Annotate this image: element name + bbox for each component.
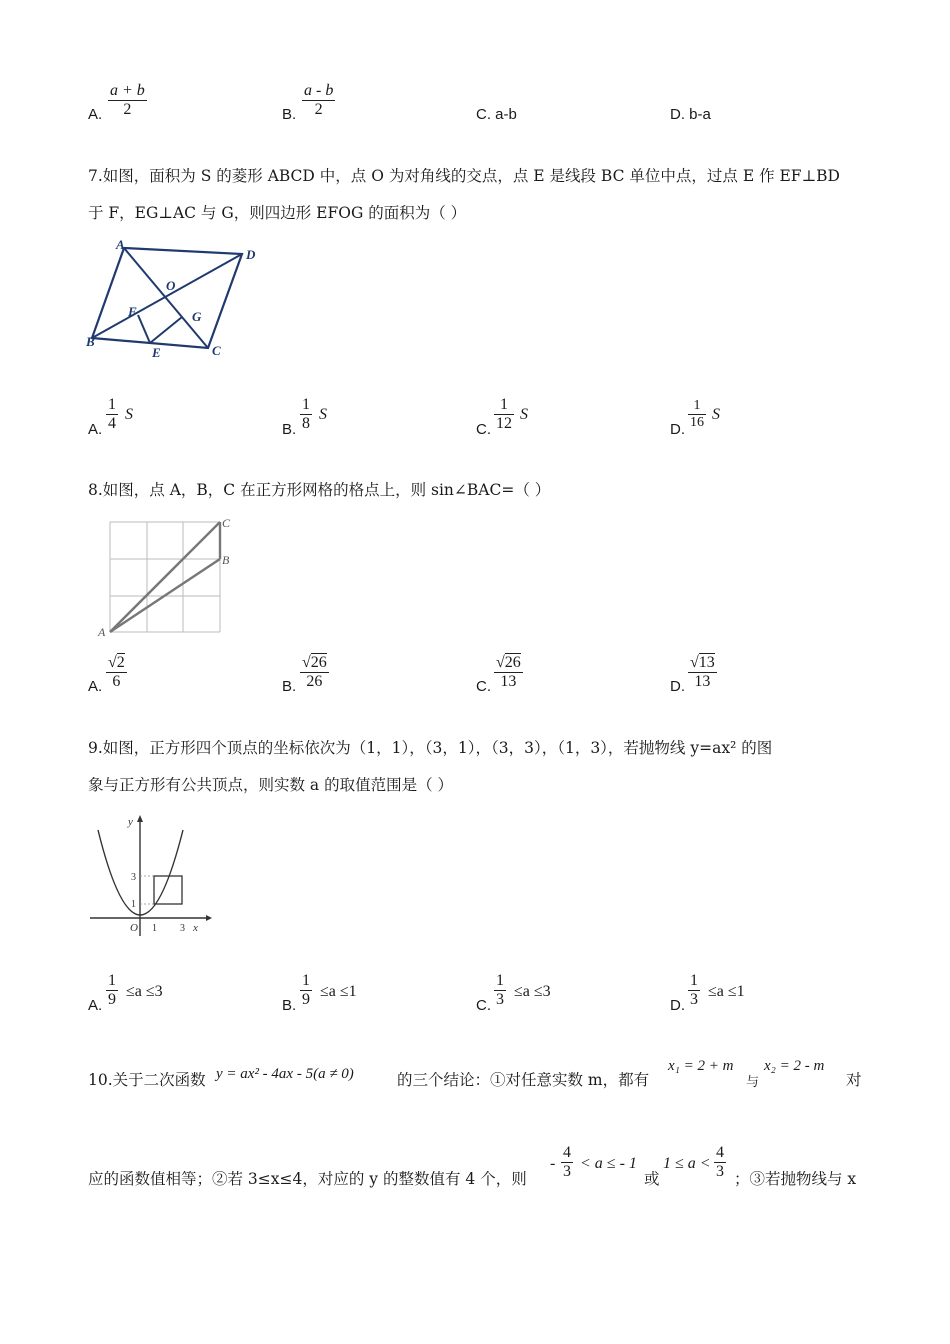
- label-C: C: [212, 343, 221, 358]
- label-1: 1: [131, 899, 136, 910]
- label-G: G: [192, 309, 202, 324]
- q10-ineq1-tail: < a ≤ - 1: [580, 1155, 637, 1172]
- option-d-fraction: $\frac{1}{16}$: [690, 398, 704, 430]
- q7-rhombus-figure: [86, 240, 266, 362]
- option-d-fraction: $\frac{√13}{13}$: [690, 654, 715, 690]
- option-b-tail: ≤a ≤1: [320, 983, 357, 1000]
- q7-text-line2: 于 F，EG⊥AC 与 G，则四边形 EFOG 的面积为（ ）: [88, 204, 467, 222]
- q10-huo: 或: [644, 1170, 660, 1188]
- label-O: O: [130, 922, 138, 934]
- option-c-fraction: $\frac{1}{12}$: [496, 396, 512, 432]
- q10-mid-text: 的三个结论：①对任意实数 m，都有: [397, 1071, 650, 1089]
- option-a-tail: ≤a ≤3: [126, 983, 163, 1000]
- option-d: D. b-a: [670, 106, 711, 123]
- option-a-fraction: $\frac{1}{9}$: [108, 972, 116, 1008]
- q10-line2-text: 应的函数值相等；②若 3≤x≤4，对应的 y 的整数值有 4 个，则: [88, 1170, 527, 1188]
- q9-text-line2: 象与正方形有公共顶点，则实数 a 的取值范围是（ ）: [88, 776, 454, 794]
- option-b-tail: S: [319, 406, 327, 423]
- option-d-label: D.: [670, 997, 685, 1014]
- label-y: y: [128, 816, 133, 828]
- label-C: C: [222, 516, 231, 530]
- option-d-tail: S: [712, 406, 720, 423]
- option-a-label: A.: [88, 997, 103, 1014]
- q8-text-line1: 8.如图，点 A，B，C 在正方形网格的格点上，则 sin∠BAC=（ ）: [88, 481, 551, 499]
- option-d-fraction: $\frac{1}{3}$: [690, 972, 698, 1008]
- label-3: 3: [131, 872, 136, 883]
- q10-yu: 与: [746, 1075, 760, 1090]
- option-b-label: B.: [282, 678, 297, 695]
- q10-function: y = ax² - 4ax - 5(a ≠ 0): [216, 1066, 354, 1082]
- option-c-tail: ≤a ≤3: [514, 983, 551, 1000]
- option-a-tail: S: [125, 406, 133, 423]
- option-b-label: B.: [282, 997, 297, 1014]
- option-a-fraction: $\frac{a + b}{2}$: [110, 82, 145, 118]
- q9-parabola-figure: [88, 810, 218, 940]
- q10-prefix: 10.关于二次函数: [88, 1071, 206, 1089]
- q10-fraction-2: $\frac{4}{3}$: [716, 1144, 724, 1180]
- option-c: C. a-b: [476, 106, 517, 123]
- q10-x2: x₂ = 2 - m: [764, 1058, 825, 1074]
- q10-fraction-1: $\frac{4}{3}$: [563, 1144, 571, 1180]
- option-d-label: D.: [670, 678, 685, 695]
- option-d-label: D.: [670, 421, 685, 438]
- q10-x1: x₁ = 2 + m: [668, 1058, 734, 1074]
- label-A: A: [98, 625, 106, 639]
- option-d-tail: ≤a ≤1: [708, 983, 745, 1000]
- label-O: O: [166, 278, 176, 293]
- option-b-fraction: $\frac{1}{9}$: [302, 972, 310, 1008]
- label-x1: 1: [152, 923, 157, 934]
- option-b-fraction: $\frac{a - b}{2}$: [304, 82, 334, 118]
- q10-ineq2-head: 1 ≤ a <: [663, 1155, 711, 1172]
- label-x: x: [193, 922, 198, 934]
- label-D: D: [246, 247, 256, 262]
- option-a-label: A.: [88, 678, 103, 695]
- label-B: B: [86, 334, 95, 349]
- option-b-fraction: $\frac{1}{8}$: [302, 396, 310, 432]
- option-b-label: B.: [282, 421, 297, 438]
- q9-text-line1: 9.如图，正方形四个顶点的坐标依次为（1，1），（3，1），（3，3），（1，3），若抛物线 y=ax² 的图: [88, 739, 773, 757]
- option-c-tail: S: [520, 406, 528, 423]
- label-A: A: [116, 240, 125, 252]
- q10-dui: 对: [846, 1071, 862, 1089]
- option-c-fraction: $\frac{1}{3}$: [496, 972, 504, 1008]
- label-E: E: [152, 345, 161, 360]
- label-F: F: [128, 304, 137, 319]
- option-a-label: A.: [88, 106, 103, 123]
- option-b-label: B.: [282, 106, 297, 123]
- q10-line2-end: ；③若抛物线与 x: [734, 1170, 857, 1188]
- label-B: B: [222, 553, 230, 567]
- option-a-fraction: $\frac{1}{4}$: [108, 396, 116, 432]
- q7-text-line1: 7.如图，面积为 S 的菱形 ABCD 中，点 O 为对角线的交点，点 E 是线段 BC 单位中点，过点 E 作 EF⊥BD: [88, 167, 840, 185]
- option-a-fraction: $\frac{√2}{6}$: [108, 654, 125, 690]
- option-c-fraction: $\frac{√26}{13}$: [496, 654, 521, 690]
- q8-grid-figure: [94, 512, 244, 640]
- label-x3: 3: [180, 923, 185, 934]
- option-c-label: C.: [476, 421, 491, 438]
- q10-neg-sign: -: [550, 1155, 556, 1172]
- option-c-label: C.: [476, 678, 491, 695]
- option-c-label: C.: [476, 997, 491, 1014]
- option-b-fraction: $\frac{√26}{26}$: [302, 654, 327, 690]
- option-a-label: A.: [88, 421, 103, 438]
